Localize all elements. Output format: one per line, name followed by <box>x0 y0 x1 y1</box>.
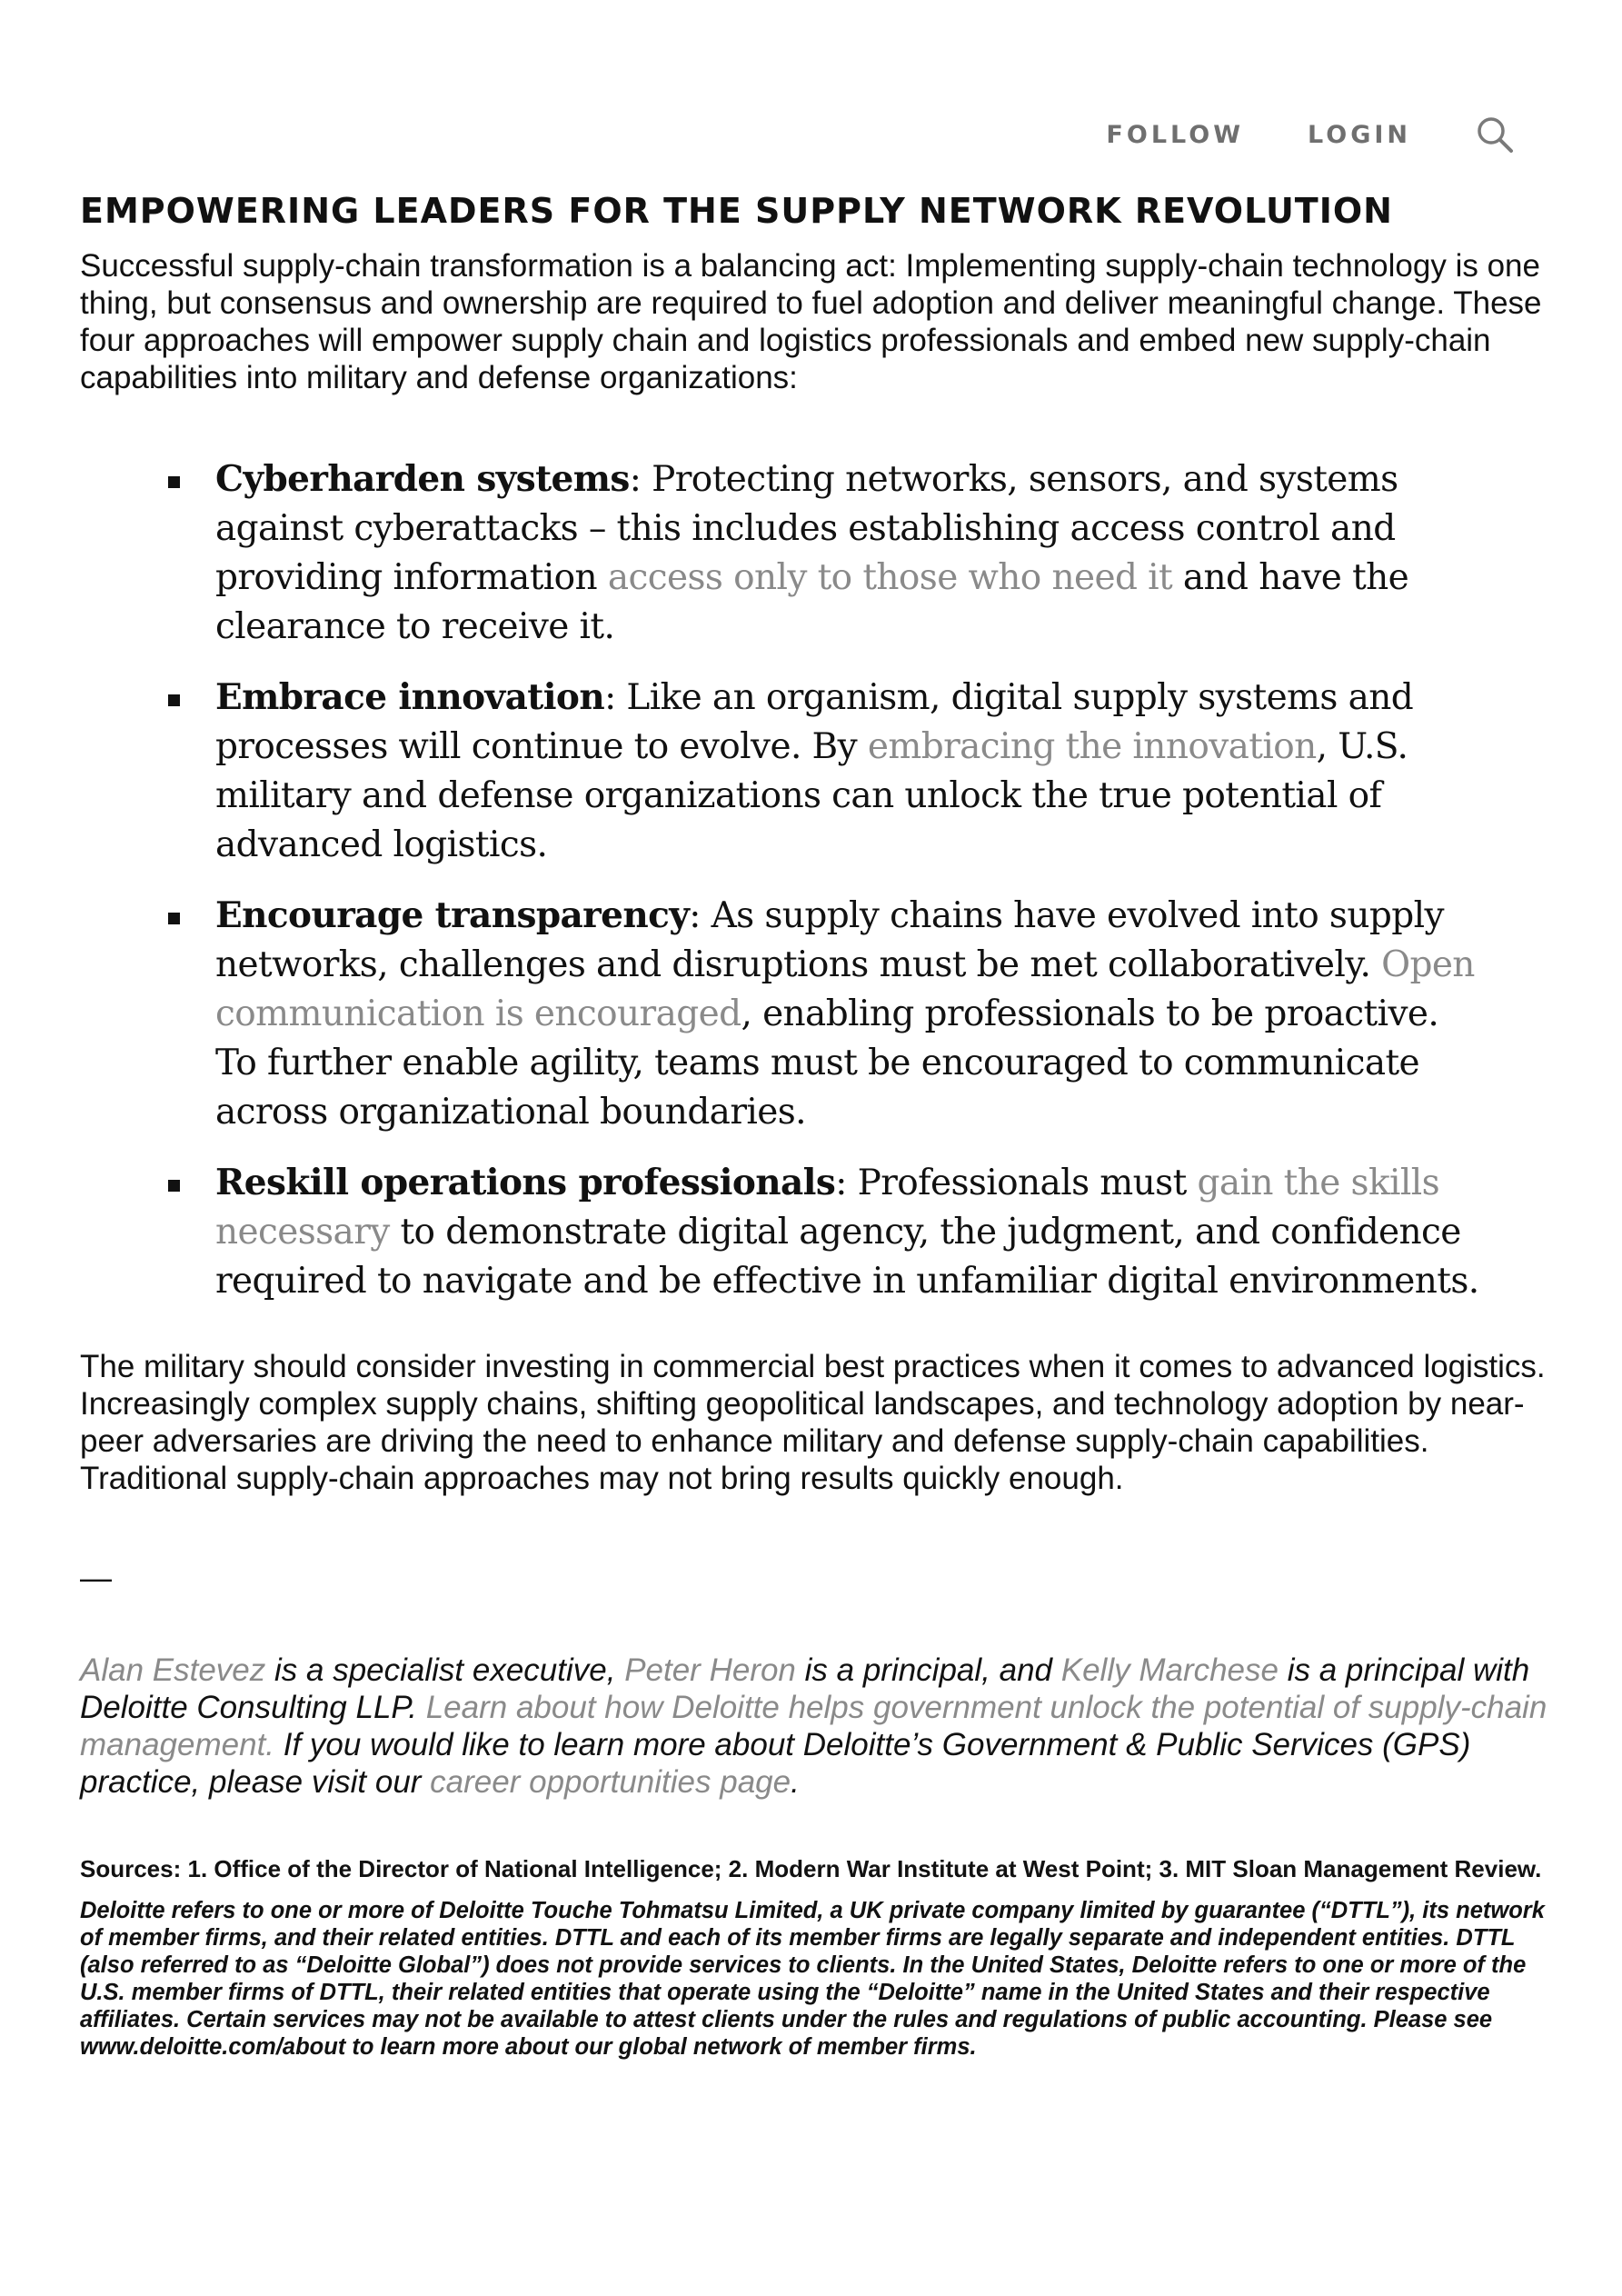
article-content <box>80 191 1552 2061</box>
bio-text: . <box>791 1764 800 1800</box>
closing-paragraph: The military should consider investing in commercial best practices when it comes to advanced logistics. Increasingly complex supply chains, shifting geopolitical landscapes, and technology adoption by near-peer adversaries are driving the need to enhance military and defense supply-chain capabilities. Traditional supply-chain approaches may not bring results quickly enough. <box>80 1349 1546 1496</box>
author-link-kelly-marchese[interactable]: Kelly Marchese <box>1060 1652 1279 1688</box>
top-nav <box>1106 115 1515 155</box>
bullet-text: and have the clearance to receive it. <box>215 557 1409 647</box>
author-link-peter-heron[interactable]: Peter Heron <box>624 1652 796 1688</box>
list-item <box>168 891 1486 1137</box>
bullet-text: : Like an organism, digital supply systems and processes will continue to evolve. By <box>215 677 1414 767</box>
bullet-square-icon <box>168 694 180 706</box>
author-bio <box>80 1652 1561 1801</box>
approaches-list <box>80 454 1486 1306</box>
section-headline: EMPOWERING LEADERS FOR THE SUPPLY NETWORK REVOLUTION <box>80 191 1393 231</box>
bio-text: is a principal, and <box>795 1652 1061 1688</box>
bio-text: is a specialist executive, <box>265 1652 625 1688</box>
bullet-square-icon <box>168 476 180 488</box>
bio-text: If you would like to learn more about Deloitte’s Government & Public Services (GPS) practice, please visit our <box>80 1727 1471 1800</box>
inline-link[interactable]: embracing the innovation <box>867 726 1317 767</box>
login-link[interactable]: LOGIN <box>1308 120 1411 149</box>
learn-more-link[interactable]: Learn about how Deloitte helps government unlock the potential of supply-chain management. <box>80 1690 1547 1762</box>
intro-paragraph: Successful supply-chain transformation is a balancing act: Implementing supply-chain technology is one thing, but consensus and ownership are required to fuel adoption and deliver meaningful change. These four approaches will empower supply chain and logistics professionals and embed new supply-chain capabilities into military and defense organizations: <box>80 248 1542 395</box>
search-button[interactable] <box>1475 115 1515 155</box>
bullet-text: : Protecting networks, sensors, and systems against cyberattacks – this includes establishing access control and providing information <box>215 459 1398 598</box>
bullet-text: , enabling professionals to be proactive. To further enable agility, teams must be encouraged to communicate across organizational boundaries. <box>215 993 1439 1133</box>
bullet-text: , U.S. military and defense organizations can unlock the true potential of advanced logistics. <box>215 726 1408 865</box>
list-item <box>168 1158 1486 1306</box>
bullet-text: : As supply chains have evolved into supply networks, challenges and disruptions must be met collaboratively. <box>215 895 1444 985</box>
bullet-square-icon <box>168 1180 180 1192</box>
career-opportunities-link[interactable]: career opportunities page <box>430 1764 791 1800</box>
inline-link[interactable]: access only to those who need it <box>607 557 1173 598</box>
inline-link[interactable]: gain the skills necessary <box>215 1163 1440 1253</box>
bullet-square-icon <box>168 913 180 924</box>
bullet-term: Reskill operations professionals <box>215 1162 836 1203</box>
inline-link[interactable]: Open communication is encouraged <box>215 944 1475 1034</box>
legal-disclaimer: Deloitte refers to one or more of Deloitte Touche Tohmatsu Limited, a UK private company limited by guarantee (“DTTL”), its network of member firms, and their related entities. DTTL and each of its member firms are legally separate and independent entities. DTTL (also referred to as “Deloitte Global”) does not provide services to clients. In the United States, Deloitte refers to one or more of the U.S. member firms of DTTL, their related entities that operate using the “Deloitte” name in the United States and their respective affiliates. Certain services may not be available to attest clients under the rules and regulations of public accounting. Please see www.deloitte.com/about to learn more about our global network of member firms. <box>80 1898 1545 2060</box>
follow-link[interactable]: FOLLOW <box>1106 120 1244 149</box>
list-item <box>168 673 1486 870</box>
bullet-text: to demonstrate digital agency, the judgment, and confidence required to navigate and be effective in unfamiliar digital environments. <box>215 1212 1479 1302</box>
search-icon[interactable] <box>1475 115 1515 155</box>
author-link-alan-estevez[interactable]: Alan Estevez <box>80 1652 266 1688</box>
bullet-text: : Professionals must <box>835 1163 1198 1203</box>
sources-note: Sources: 1. Office of the Director of National Intelligence; 2. Modern War Institute at West Point; 3. MIT Sloan Management Review. <box>80 1855 1542 1882</box>
list-item <box>168 454 1486 652</box>
section-separator: — <box>80 1561 112 1596</box>
bullet-term: Encourage transparency <box>215 894 690 936</box>
bio-text: is a principal with Deloitte Consulting LLP. <box>80 1652 1530 1725</box>
bullet-term: Embrace innovation <box>215 676 605 718</box>
bullet-term: Cyberharden systems <box>215 458 630 500</box>
